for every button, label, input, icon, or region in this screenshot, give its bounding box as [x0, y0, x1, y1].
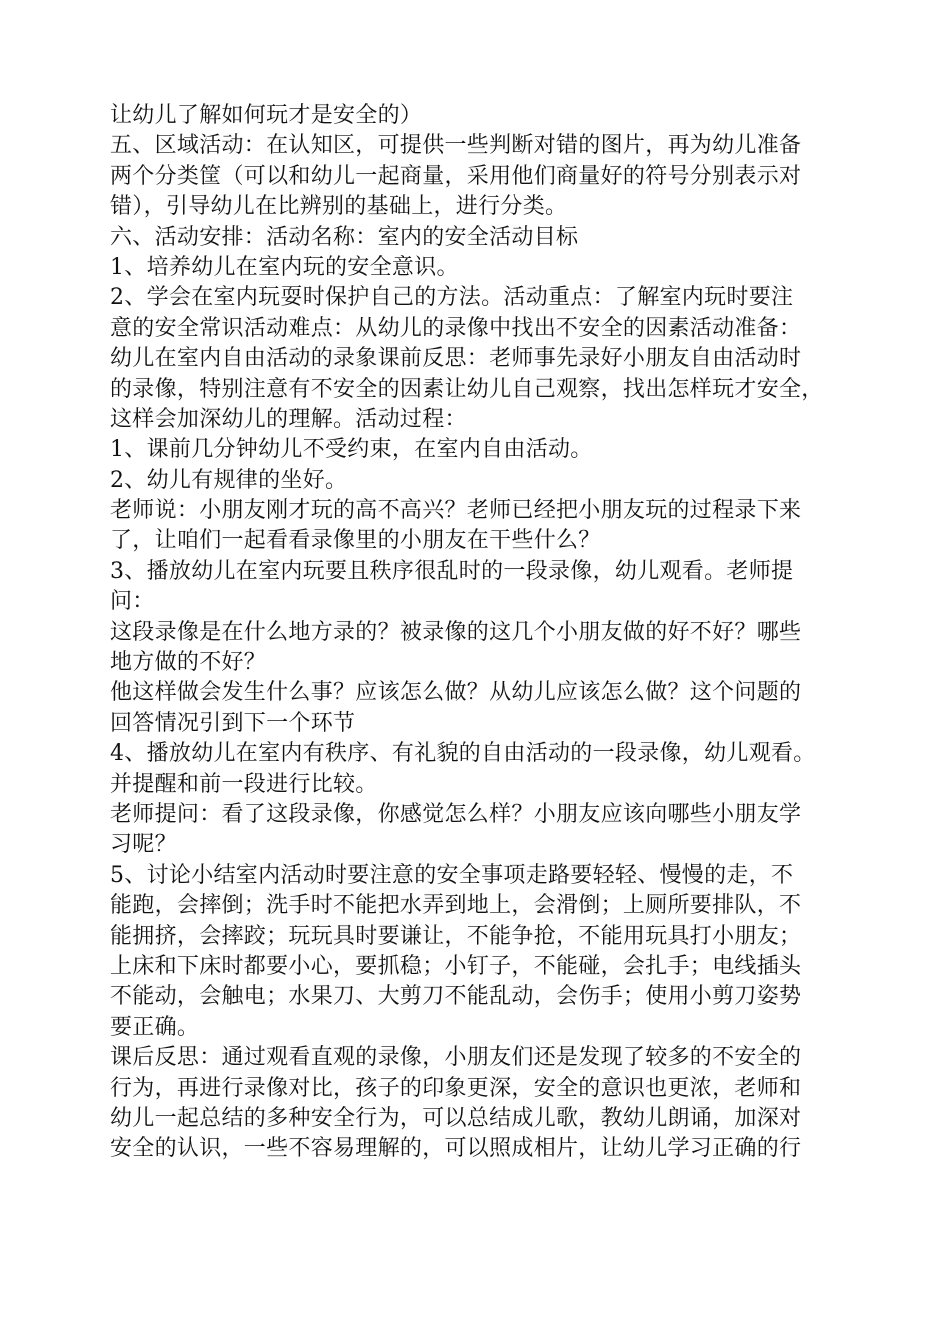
- text-line: 2、学会在室内玩耍时保护自己的方法。活动重点：了解室内玩时要注: [110, 285, 794, 311]
- text-line: 上床和下床时都要小心，要抓稳；小钉子，不能碰，会扎手；电线插头: [110, 953, 802, 979]
- text-line: 1、课前几分钟幼儿不受约束，在室内自由活动。: [110, 437, 593, 463]
- text-line: 幼儿在室内自由活动的录象课前反思：老师事先录好小朋友自由活动时: [110, 346, 802, 372]
- text-line: 地方做的不好？: [110, 650, 267, 676]
- text-line: 他这样做会发生什么事？应该怎么做？从幼儿应该怎么做？这个问题的: [110, 680, 802, 706]
- text-line: 4、播放幼儿在室内有秩序、有礼貌的自由活动的一段录像，幼儿观看。: [110, 741, 816, 767]
- text-line: 了，让咱们一起看看录像里的小朋友在干些什么？: [110, 528, 601, 554]
- text-line: 老师提问：看了这段录像，你感觉怎么样？小朋友应该向哪些小朋友学: [110, 801, 802, 827]
- text-line: 让幼儿了解如何玩才是安全的）: [110, 103, 423, 128]
- text-line: 习呢？: [110, 832, 177, 858]
- text-line: 问：: [110, 589, 155, 615]
- text-line: 回答情况引到下一个环节: [110, 710, 356, 736]
- text-line: 行为，再进行录像对比，孩子的印象更深，安全的意识也更浓，老师和: [110, 1075, 802, 1101]
- text-line: 课后反思：通过观看直观的录像，小朋友们还是发现了较多的不安全的: [110, 1045, 802, 1071]
- text-line: 能拥挤，会摔跤；玩玩具时要谦让，不能争抢，不能用玩具打小朋友；: [110, 923, 802, 949]
- text-line: 3、播放幼儿在室内玩要且秩序很乱时的一段录像，幼儿观看。老师提: [110, 558, 794, 584]
- text-line: 两个分类筐（可以和幼儿一起商量，采用他们商量好的符号分别表示对: [110, 163, 802, 189]
- text-line: 意的安全常识活动难点：从幼儿的录像中找出不安全的因素活动准备：: [110, 315, 802, 341]
- text-line: 这段录像是在什么地方录的？被录像的这几个小朋友做的好不好？哪些: [110, 619, 802, 645]
- text-line: 六、活动安排：活动名称：室内的安全活动目标: [110, 224, 579, 250]
- text-line: 老师说：小朋友刚才玩的高不高兴？老师已经把小朋友玩的过程录下来: [110, 498, 802, 524]
- text-line: 的录像，特别注意有不安全的因素让幼儿自己观察，找出怎样玩才安全，: [110, 376, 824, 402]
- text-line: 1、培养幼儿在室内玩的安全意识。: [110, 254, 459, 280]
- text-line: 并提醒和前一段进行比较。: [110, 771, 378, 797]
- text-line: 2、幼儿有规律的坐好。: [110, 467, 348, 493]
- document-body: [110, 101, 850, 1165]
- text-line: 幼儿一起总结的多种安全行为，可以总结成儿歌，教幼儿朗诵，加深对: [110, 1105, 802, 1131]
- text-line: 安全的认识，一些不容易理解的，可以照成相片，让幼儿学习正确的行: [110, 1136, 802, 1162]
- text-line: 能跑，会摔倒；洗手时不能把水弄到地上，会滑倒；上厕所要排队，不: [110, 893, 802, 919]
- text-line: 要正确。: [110, 1014, 200, 1040]
- text-line: 错），引导幼儿在比辨别的基础上，进行分类。: [110, 194, 568, 220]
- text-line: 五、区域活动：在认知区，可提供一些判断对错的图片，再为幼儿准备: [110, 133, 802, 159]
- text-line: 这样会加深幼儿的理解。活动过程：: [110, 406, 467, 432]
- text-line: 不能动，会触电；水果刀、大剪刀不能乱动，会伤手；使用小剪刀姿势: [110, 984, 802, 1010]
- text-line: 5、讨论小结室内活动时要注意的安全事项走路要轻轻、慢慢的走，不: [110, 862, 794, 888]
